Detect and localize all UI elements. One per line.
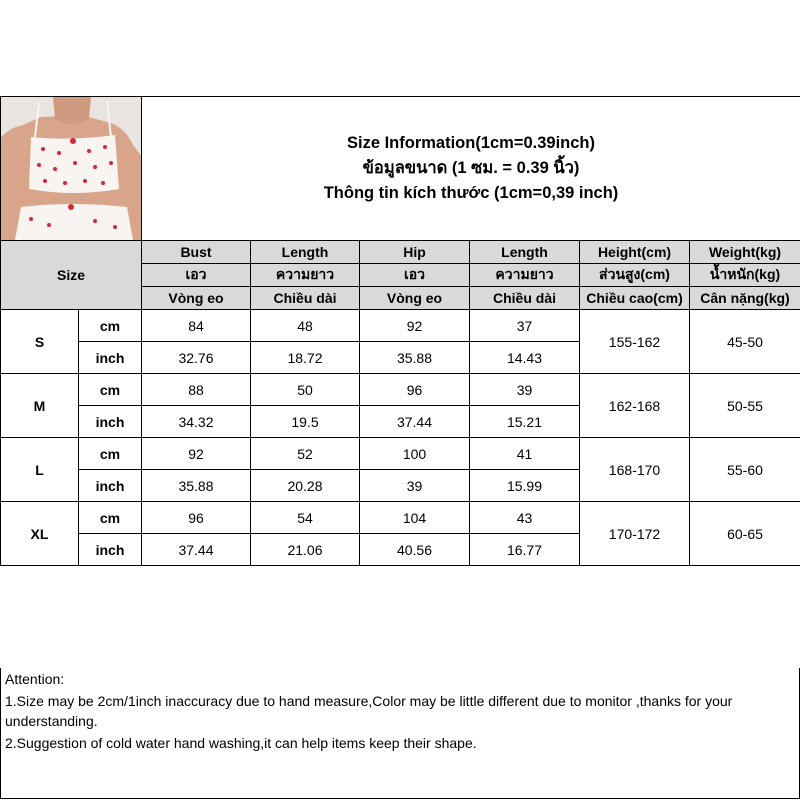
title-block (142, 97, 800, 241)
table-row (1, 374, 800, 406)
cell-value: 14.43 (470, 342, 580, 374)
size-name: XL (1, 502, 79, 566)
weight-range: 60-65 (690, 502, 800, 566)
cell-value: 43 (470, 502, 580, 534)
cell-value: 15.99 (470, 470, 580, 502)
cell-value: 20.28 (251, 470, 360, 502)
unit-label: inch (79, 534, 142, 566)
title-th: ข้อมูลขนาด (1 ซม. = 0.39 นิ้ว) (362, 159, 580, 177)
weight-range: 45-50 (690, 310, 800, 374)
unit-label: cm (79, 374, 142, 406)
cell-value: 34.32 (142, 406, 251, 438)
col-header-th: ความยาว (251, 264, 360, 287)
unit-label: inch (79, 406, 142, 438)
col-header-en: Length (470, 241, 580, 264)
cell-value: 50 (251, 374, 360, 406)
unit-label: inch (79, 342, 142, 374)
cell-value: 18.72 (251, 342, 360, 374)
cell-value: 40.56 (360, 534, 470, 566)
height-range: 155-162 (580, 310, 690, 374)
cell-value: 48 (251, 310, 360, 342)
size-name: S (1, 310, 79, 374)
weight-range: 55-60 (690, 438, 800, 502)
title-vi: Thông tin kích thước (1cm=0,39 inch) (323, 184, 619, 202)
col-header-en: Weight(kg) (690, 241, 800, 264)
cell-value: 37.44 (142, 534, 251, 566)
cell-value: 96 (142, 502, 251, 534)
attention-line-2: 2.Suggestion of cold water hand washing,it can help items keep their shape. (5, 735, 477, 751)
title-en: Size Information(1cm=0.39inch) (346, 134, 596, 152)
height-range: 168-170 (580, 438, 690, 502)
unit-label: cm (79, 310, 142, 342)
col-header-vi: Vòng eo (360, 287, 470, 310)
col-header-en: Bust (142, 241, 251, 264)
size-name: M (1, 374, 79, 438)
col-header-vi: Cân nặng(kg) (690, 287, 800, 310)
size-name: L (1, 438, 79, 502)
cell-value: 19.5 (251, 406, 360, 438)
product-photo (1, 97, 142, 241)
size-chart (0, 96, 800, 751)
col-header-th: น้ำหนัก(kg) (690, 264, 800, 287)
attention-line-1: 1.Size may be 2cm/1inch inaccuracy due to hand measure,Color may be little different due to monitor ,thanks for your understanding. (5, 693, 733, 729)
attention-notes (0, 668, 800, 799)
height-range: 170-172 (580, 502, 690, 566)
cell-value: 92 (142, 438, 251, 470)
cell-value: 39 (360, 470, 470, 502)
col-header-th: เอว (142, 264, 251, 287)
col-header-en: Length (251, 241, 360, 264)
cell-value: 39 (470, 374, 580, 406)
unit-label: inch (79, 470, 142, 502)
cell-value: 32.76 (142, 342, 251, 374)
cell-value: 37 (470, 310, 580, 342)
col-header-vi: Chiều cao(cm) (580, 287, 690, 310)
cell-value: 37.44 (360, 406, 470, 438)
cell-value: 21.06 (251, 534, 360, 566)
cell-value: 35.88 (360, 342, 470, 374)
table-row (1, 310, 800, 342)
size-table (0, 96, 800, 566)
cell-value: 35.88 (142, 470, 251, 502)
cell-value: 92 (360, 310, 470, 342)
cell-value: 100 (360, 438, 470, 470)
cell-value: 16.77 (470, 534, 580, 566)
col-header-th: ความยาว (470, 264, 580, 287)
attention-heading: Attention: (5, 671, 65, 687)
unit-label: cm (79, 438, 142, 470)
weight-range: 50-55 (690, 374, 800, 438)
cell-value: 41 (470, 438, 580, 470)
col-header-th: ส่วนสูง(cm) (580, 264, 690, 287)
height-range: 162-168 (580, 374, 690, 438)
col-header-th: เอว (360, 264, 470, 287)
cell-value: 54 (251, 502, 360, 534)
col-header-en: Height(cm) (580, 241, 690, 264)
cell-value: 104 (360, 502, 470, 534)
table-row (1, 502, 800, 534)
cell-value: 52 (251, 438, 360, 470)
col-header-en: Hip (360, 241, 470, 264)
cell-value: 15.21 (470, 406, 580, 438)
unit-label: cm (79, 502, 142, 534)
size-label: Size (1, 241, 142, 310)
col-header-vi: Chiều dài (470, 287, 580, 310)
cell-value: 88 (142, 374, 251, 406)
cell-value: 84 (142, 310, 251, 342)
table-row (1, 438, 800, 470)
cell-value: 96 (360, 374, 470, 406)
col-header-vi: Vòng eo (142, 287, 251, 310)
col-header-vi: Chiều dài (251, 287, 360, 310)
